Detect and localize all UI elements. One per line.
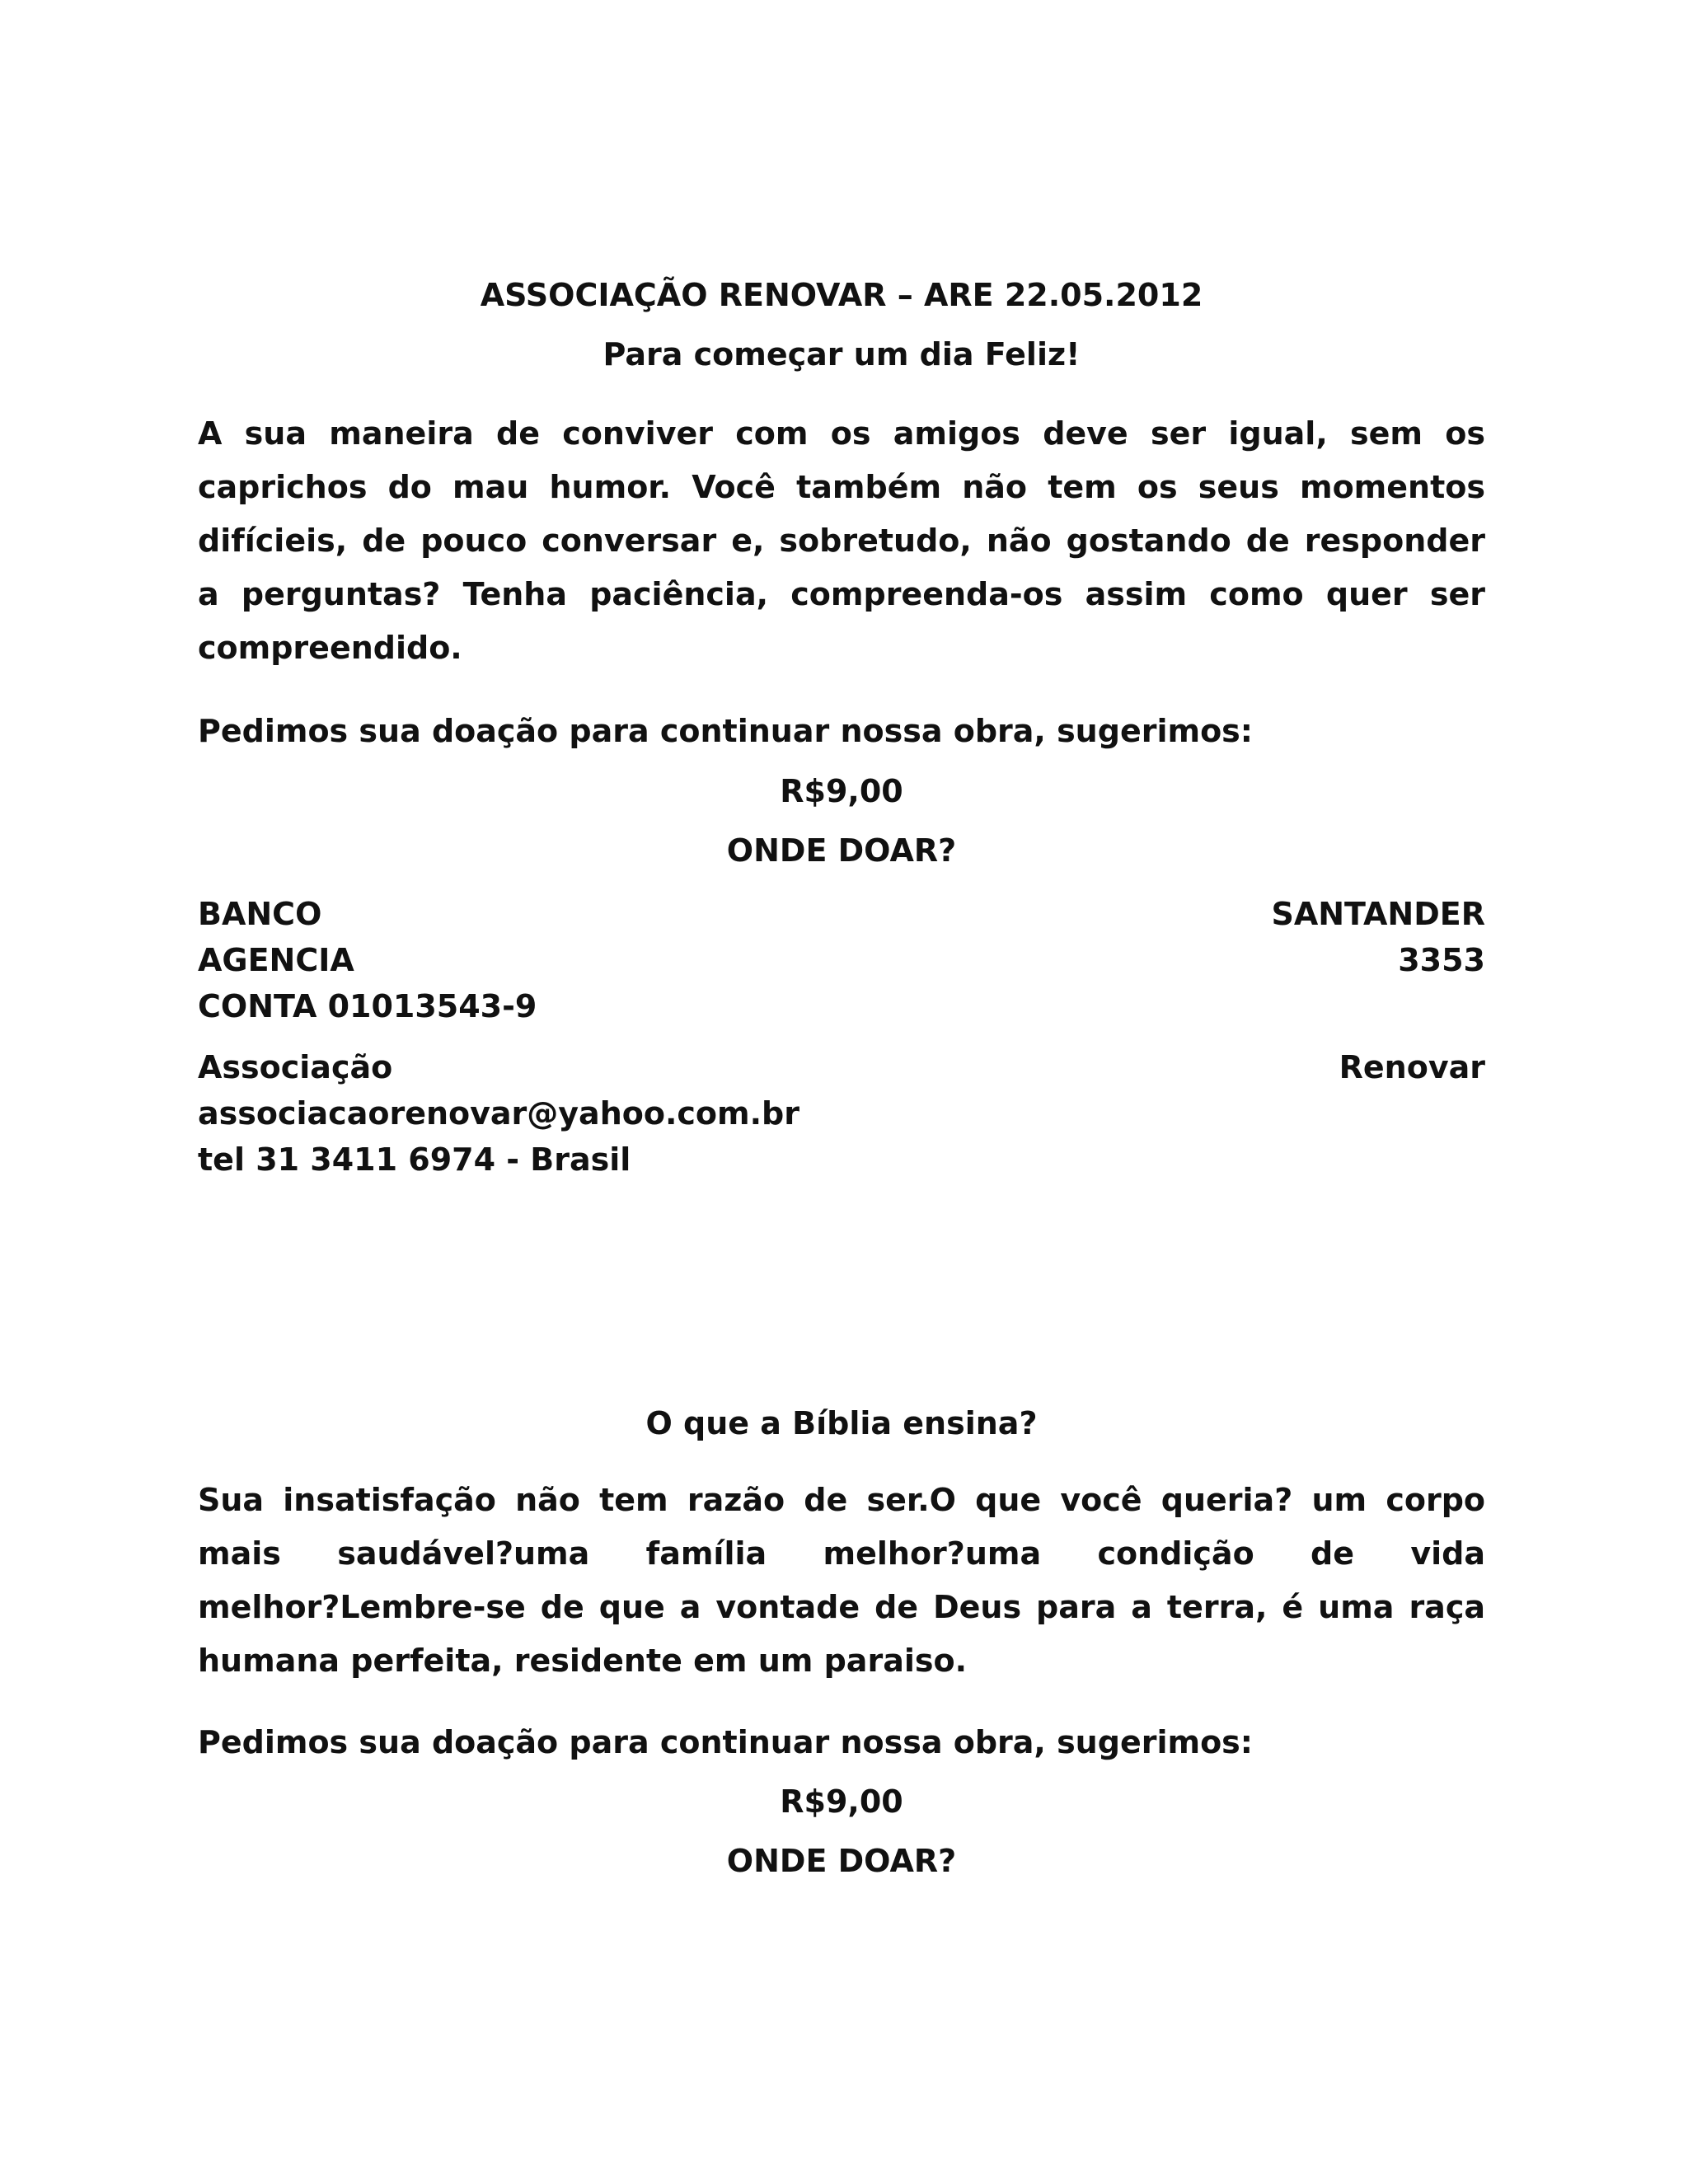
contact-phone: tel 31 3411 6974 - Brasil (198, 1141, 631, 1178)
donation-amount-2: R$9,00 (780, 1783, 903, 1820)
bank-row (198, 891, 1485, 937)
intro-paragraph-line: a perguntas? Tenha paciência, compreenda-os assim como quer ser (198, 576, 1485, 612)
bible-paragraph-line: melhor?Lembre-se de que a vontade de Deus para a terra, é uma raça (198, 1589, 1485, 1625)
agency-label: AGENCIA (198, 942, 354, 978)
account-holder-left: Associação (198, 1049, 393, 1085)
intro-paragraph-line: A sua maneira de conviver com os amigos deve ser igual, sem os (198, 415, 1485, 452)
document-subtitle: Para começar um dia Feliz! (603, 336, 1081, 373)
donation-amount: R$9,00 (780, 773, 903, 809)
bank-label: BANCO (198, 896, 322, 932)
bible-paragraph-line: mais saudável?uma família melhor?uma condição de vida (198, 1535, 1485, 1572)
donation-request-2: Pedimos sua doação para continuar nossa obra, sugerimos: (198, 1724, 1253, 1760)
donation-request: Pedimos sua doação para continuar nossa obra, sugerimos: (198, 713, 1253, 749)
document-page (198, 0, 1485, 2184)
account-holder-row (198, 1044, 1485, 1090)
bible-paragraph-line: Sua insatisfação não tem razão de ser.O que você queria? um corpo (198, 1482, 1485, 1518)
bible-paragraph-line: humana perfeita, residente em um paraiso. (198, 1643, 968, 1679)
intro-paragraph-line: caprichos do mau humor. Você também não tem os seus momentos (198, 469, 1485, 505)
bank-value: SANTANDER (1271, 896, 1485, 932)
account-holder-right: Renovar (1339, 1049, 1485, 1085)
intro-paragraph (198, 407, 1485, 675)
intro-paragraph-line: compreendido. (198, 630, 462, 666)
agency-value: 3353 (1398, 942, 1485, 978)
agency-row (198, 937, 1485, 983)
bible-section-heading: O que a Bíblia ensina? (645, 1405, 1038, 1441)
account-number: CONTA 01013543-9 (198, 988, 537, 1024)
intro-paragraph-line: difícieis, de pouco conversar e, sobretudo, não gostando de responder (198, 523, 1485, 559)
contact-email: associacaorenovar@yahoo.com.br (198, 1095, 799, 1132)
bible-paragraph (198, 1474, 1485, 1688)
where-to-donate-heading: ONDE DOAR? (726, 832, 957, 869)
where-to-donate-heading-2: ONDE DOAR? (726, 1843, 957, 1879)
document-title: ASSOCIAÇÃO RENOVAR – ARE 22.05.2012 (480, 277, 1203, 313)
